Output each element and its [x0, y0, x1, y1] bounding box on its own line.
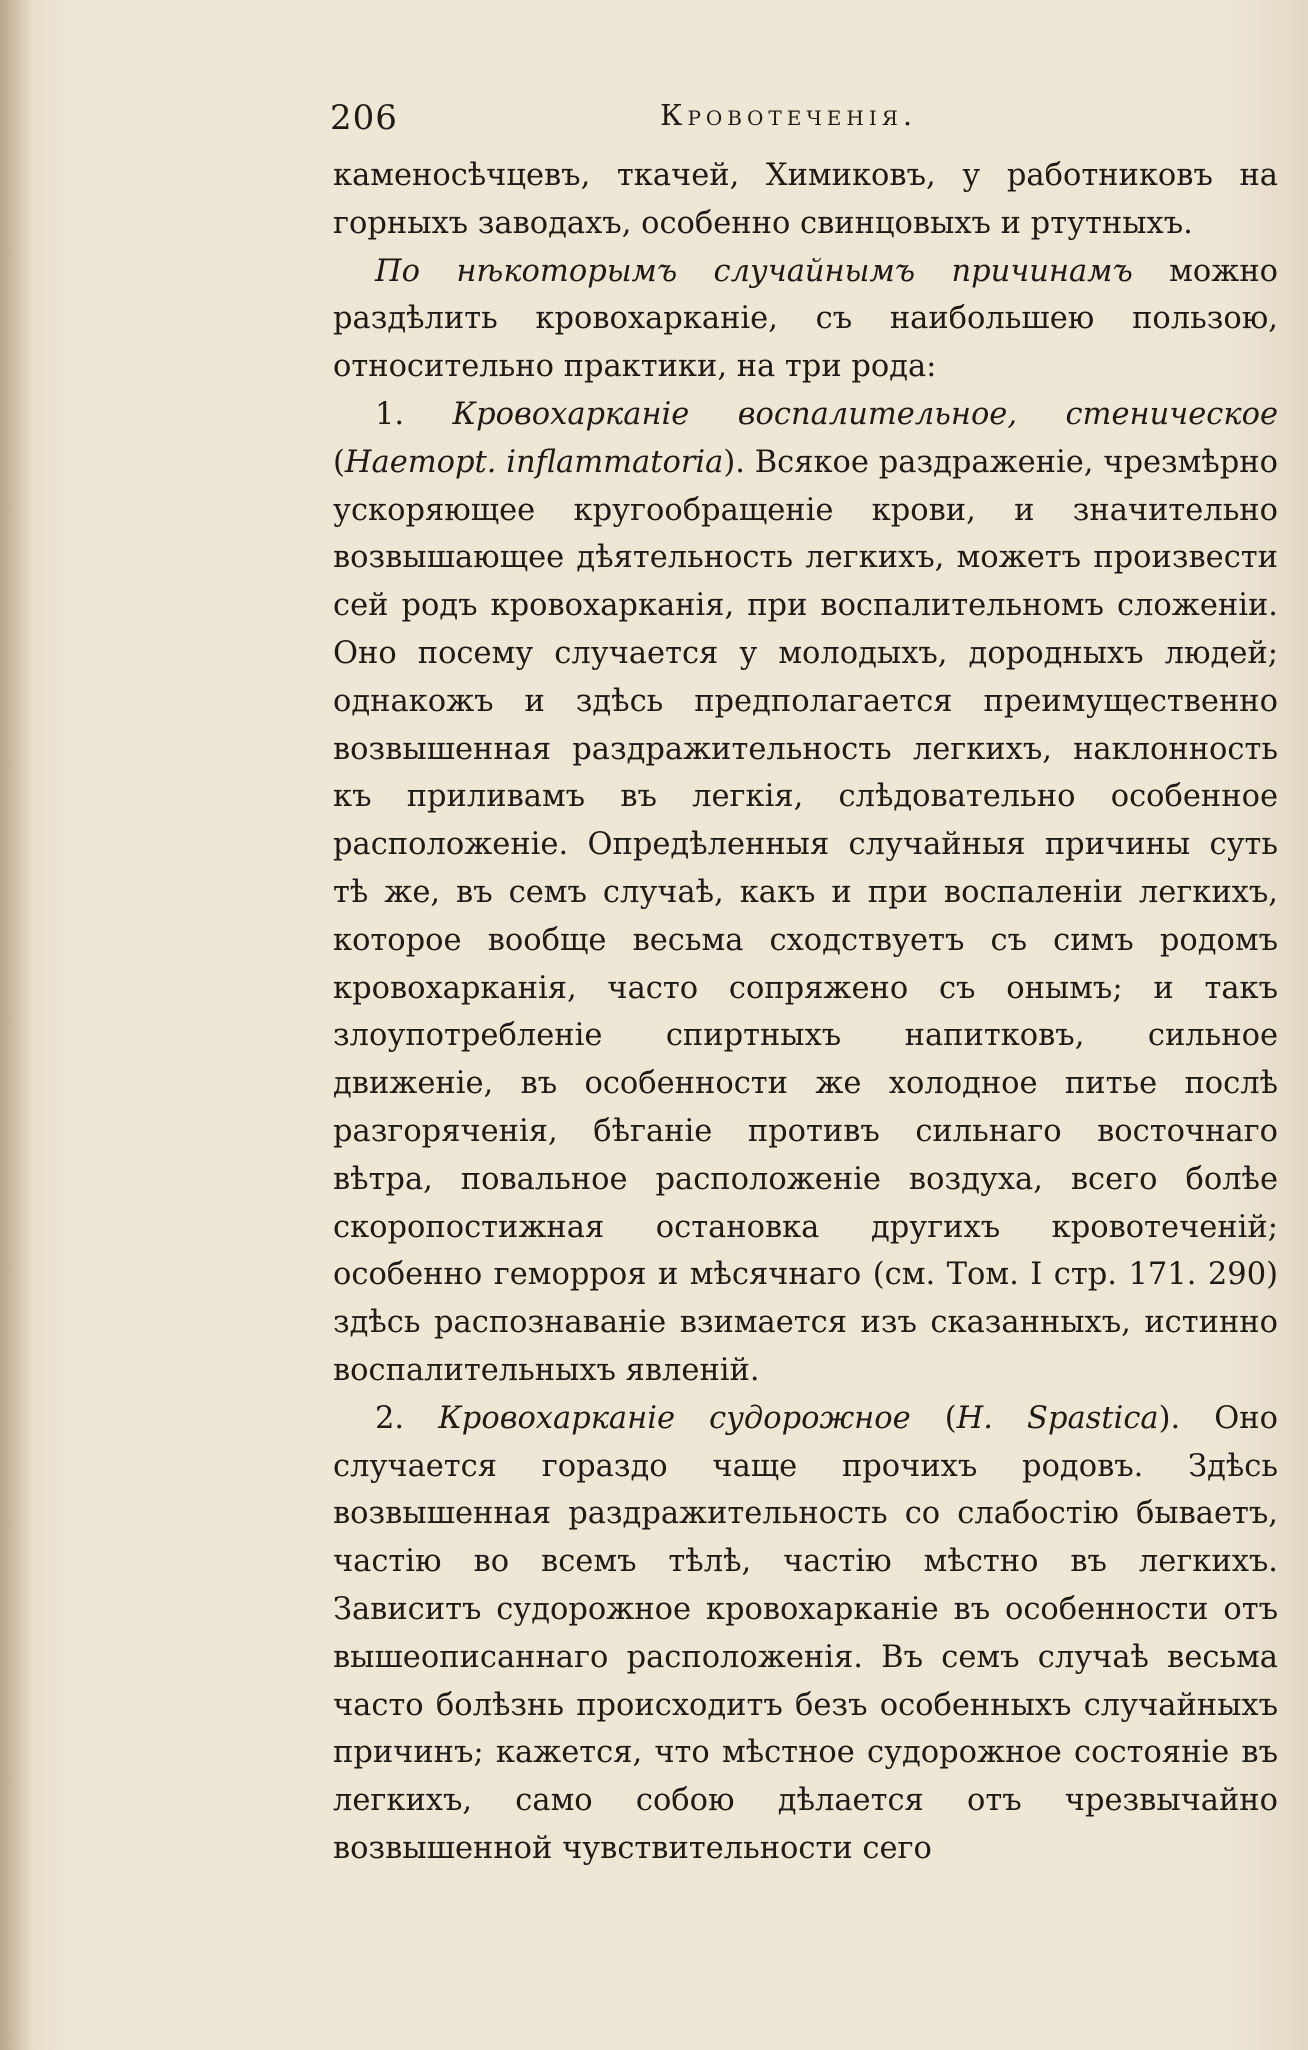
- page-gutter-shadow: [0, 0, 30, 2050]
- paragraph-text: можно раздѣлить кровохарканіе, съ наибольшею пользою, относительно практики, на три рода:: [333, 253, 1279, 385]
- list-number: 2.: [375, 1400, 439, 1436]
- page-header: [330, 98, 990, 148]
- latin-term: Haemopt. inflammatoria: [344, 444, 724, 480]
- italic-heading: Кровохарканіе воспалительное, стеническое: [452, 396, 1278, 432]
- italic-phrase: По нѣкоторымъ случайнымъ причинамъ: [375, 253, 1133, 289]
- body-text: [333, 152, 1278, 1873]
- running-title: Кровотеченія.: [660, 98, 918, 132]
- paragraph-inflammatory: [333, 391, 1278, 1395]
- paragraph-spastic: [333, 1395, 1278, 1873]
- page-number: 206: [330, 98, 398, 138]
- paragraph-division: [333, 248, 1278, 391]
- paragraph-text: каменосѣчцевъ, ткачей, Химиковъ, у работниковъ на горныхъ заводахъ, особенно свинцовыхъ и ртутныхъ.: [333, 158, 1278, 241]
- paren-open: (: [333, 444, 345, 480]
- list-number: 1.: [375, 396, 453, 432]
- paragraph-continuation: [333, 152, 1278, 248]
- paren-open: (: [910, 1400, 957, 1436]
- paragraph-text: ). Оно случается гораздо чаще прочихъ родовъ. Здѣсь возвышенная раздражительность со слабостію бываетъ, частію во всемъ тѣлѣ, частію мѣстно въ легкихъ. Зависитъ судорожное кровохарканіе въ особенности отъ вышеописаннаго расположенія. Въ семъ случаѣ весьма часто болѣзнь происходитъ безъ особенныхъ случайныхъ причинъ; кажется, что мѣстное судорожное состояніе въ легкихъ, само собою дѣлается отъ чрезвычайно возвышенной чувствительности сего: [333, 1400, 1278, 1866]
- italic-heading: Кровохарканіе судорожное: [438, 1400, 911, 1436]
- paragraph-text: ). Всякое раздраженіе, чрезмѣрно ускоряющее кругообращеніе крови, и значительно возвышающее дѣятельность легкихъ, можетъ произвести сей родъ кровохарканія, при воспалительномъ сложеніи. Оно посему случается у молодыхъ, дородныхъ людей; однакожъ и здѣсь предполагается преимущественно возвышенная раздражительность легкихъ, наклонность къ приливамъ въ легкія, слѣдовательно особенное расположеніе. Опредѣленныя случайныя причины суть тѣ же, въ семъ случаѣ, какъ и при воспаленіи легкихъ, которое вообще весьма сходствуетъ съ симъ родомъ кровохарканія, часто сопряжено съ онымъ; и такъ злоупотребленіе спиртныхъ напитковъ, сильное движеніе, въ особенности же холодное питье послѣ разгоряченія, бѣганіе противъ сильнаго восточнаго вѣтра, повальное расположеніе воздуха, всего болѣе скоропостижная остановка другихъ кровотеченій; особенно геморроя и мѣсячнаго (см. Том. I стр. 171. 290) здѣсь распознаваніе взимается изъ сказанныхъ, истинно воспалительныхъ явленій.: [333, 444, 1278, 1388]
- latin-term: H. Spastica: [956, 1400, 1159, 1436]
